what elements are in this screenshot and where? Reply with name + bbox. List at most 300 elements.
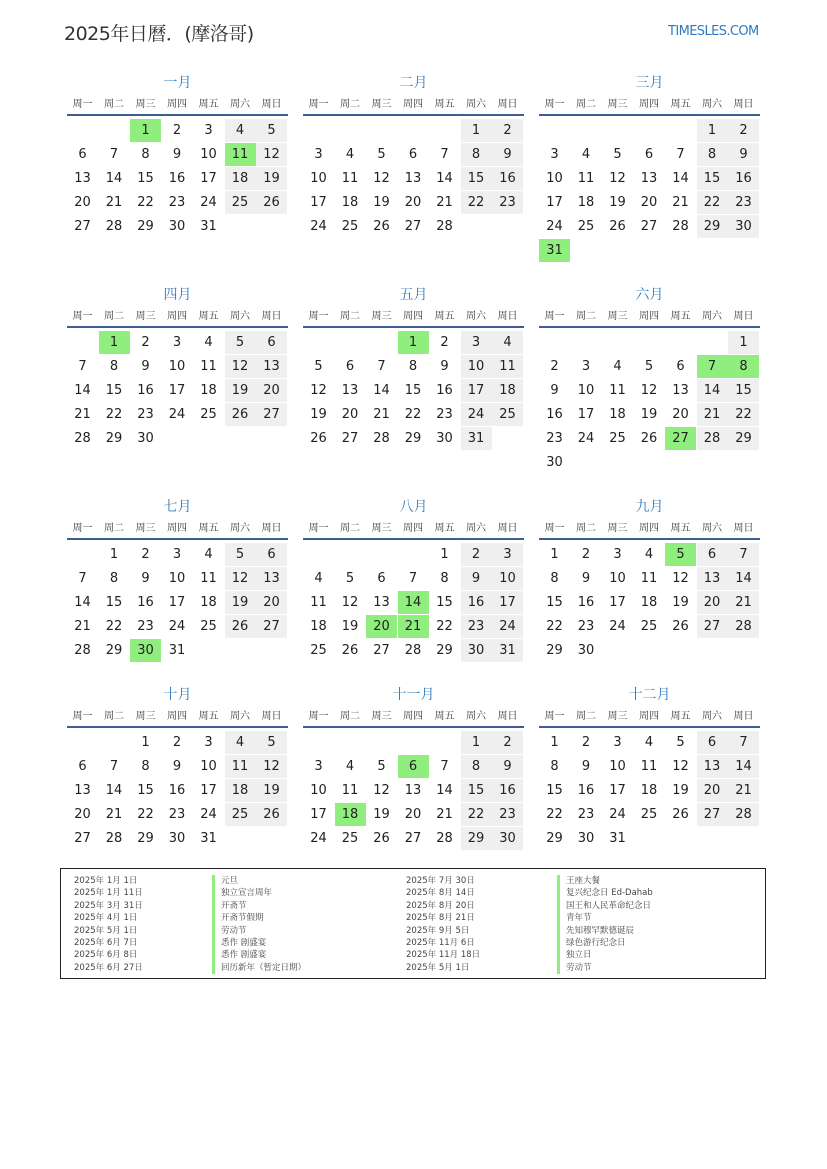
day-cell[interactable]: 1 [550,735,559,750]
day-cell[interactable]: 28 [105,219,123,234]
day-cell[interactable]: 28 [105,831,123,846]
day-cell[interactable]: 7 [440,759,449,774]
day-cell[interactable]: 2 [492,731,523,754]
day-cell[interactable]: 19 [640,407,658,422]
day-cell[interactable]: 12 [609,171,626,186]
day-cell[interactable]: 19 [225,591,256,614]
day-cell[interactable]: 22 [105,407,123,422]
day-cell[interactable]: 22 [546,619,563,634]
day-cell[interactable]: 8 [728,355,759,378]
day-cell[interactable]: 27 [256,615,287,638]
day-cell[interactable]: 10 [310,783,327,798]
day-cell[interactable]: 21 [373,407,390,422]
day-cell[interactable]: 26 [373,219,390,234]
day-cell[interactable]: 9 [141,359,150,374]
day-cell[interactable]: 26 [672,619,689,634]
day-cell[interactable]: 2 [461,543,492,566]
day-cell[interactable]: 30 [130,639,161,662]
day-cell[interactable]: 19 [373,195,390,210]
day-cell[interactable]: 6 [377,571,386,586]
day-cell[interactable]: 30 [492,827,523,850]
day-cell[interactable]: 15 [461,167,492,190]
day-cell[interactable]: 29 [546,643,563,658]
day-cell[interactable]: 4 [644,547,654,562]
day-cell[interactable]: 12 [341,595,359,610]
day-cell[interactable]: 31 [200,831,217,846]
day-cell[interactable]: 4 [225,119,256,142]
day-cell[interactable]: 11 [492,355,523,378]
day-cell[interactable]: 14 [74,383,91,398]
day-cell[interactable]: 5 [345,571,355,586]
day-cell[interactable]: 18 [200,595,217,610]
day-cell[interactable]: 15 [728,379,759,402]
day-cell[interactable]: 21 [436,807,453,822]
day-cell[interactable]: 29 [697,215,728,238]
day-cell[interactable]: 21 [105,807,123,822]
day-cell[interactable]: 29 [105,643,123,658]
day-cell[interactable]: 25 [492,403,523,426]
day-cell[interactable]: 27 [373,643,390,658]
day-cell[interactable]: 15 [697,167,728,190]
day-cell[interactable]: 6 [676,359,685,374]
day-cell[interactable]: 1 [398,331,429,354]
day-cell[interactable]: 4 [581,147,591,162]
day-cell[interactable]: 28 [672,219,689,234]
day-cell[interactable]: 7 [78,571,87,586]
day-cell[interactable]: 6 [345,359,355,374]
day-cell[interactable]: 17 [609,783,626,798]
day-cell[interactable]: 20 [404,195,422,210]
day-cell[interactable]: 25 [225,803,256,826]
day-cell[interactable]: 1 [461,731,492,754]
day-cell[interactable]: 4 [204,335,213,350]
day-cell[interactable]: 13 [404,171,422,186]
day-cell[interactable]: 24 [461,403,492,426]
day-cell[interactable]: 17 [200,171,217,186]
day-cell[interactable]: 4 [314,571,323,586]
day-cell[interactable]: 25 [640,807,658,822]
day-cell[interactable]: 23 [168,195,186,210]
day-cell[interactable]: 18 [225,167,256,190]
day-cell[interactable]: 7 [440,147,449,162]
day-cell[interactable]: 16 [728,167,759,190]
day-cell[interactable]: 13 [256,567,287,590]
day-cell[interactable]: 5 [314,359,323,374]
day-cell[interactable]: 1 [728,331,759,354]
day-cell[interactable]: 17 [609,595,626,610]
day-cell[interactable]: 17 [577,407,595,422]
day-cell[interactable]: 2 [581,735,591,750]
day-cell[interactable]: 16 [137,595,154,610]
day-cell[interactable]: 5 [613,147,622,162]
day-cell[interactable]: 23 [546,431,563,446]
day-cell[interactable]: 2 [172,123,182,138]
day-cell[interactable]: 16 [546,407,563,422]
day-cell[interactable]: 21 [728,591,759,614]
day-cell[interactable]: 17 [200,783,217,798]
day-cell[interactable]: 23 [577,807,595,822]
day-cell[interactable]: 12 [672,759,689,774]
day-cell[interactable]: 19 [310,407,327,422]
day-cell[interactable]: 13 [640,171,658,186]
day-cell[interactable]: 18 [200,383,217,398]
day-cell[interactable]: 15 [105,383,123,398]
day-cell[interactable]: 18 [335,803,366,826]
day-cell[interactable]: 9 [492,143,523,166]
day-cell[interactable]: 23 [168,807,186,822]
day-cell[interactable]: 14 [436,783,453,798]
day-cell[interactable]: 29 [461,827,492,850]
day-cell[interactable]: 1 [550,547,559,562]
day-cell[interactable]: 2 [141,547,150,562]
day-cell[interactable]: 30 [577,831,595,846]
day-cell[interactable]: 11 [200,571,217,586]
day-cell[interactable]: 13 [74,171,91,186]
day-cell[interactable]: 26 [310,431,327,446]
day-cell[interactable]: 26 [640,431,658,446]
day-cell[interactable]: 13 [256,355,287,378]
day-cell[interactable]: 20 [74,195,91,210]
day-cell[interactable]: 20 [256,591,287,614]
day-cell[interactable]: 16 [461,591,492,614]
day-cell[interactable]: 14 [728,567,759,590]
day-cell[interactable]: 8 [109,571,119,586]
day-cell[interactable]: 17 [310,195,327,210]
day-cell[interactable]: 7 [377,359,386,374]
day-cell[interactable]: 23 [577,619,595,634]
day-cell[interactable]: 25 [341,831,359,846]
day-cell[interactable]: 26 [373,831,390,846]
day-cell[interactable]: 16 [137,383,154,398]
day-cell[interactable]: 31 [609,831,626,846]
day-cell[interactable]: 4 [613,359,622,374]
day-cell[interactable]: 20 [672,407,689,422]
day-cell[interactable]: 23 [137,407,154,422]
day-cell[interactable]: 22 [697,191,728,214]
day-cell[interactable]: 9 [141,571,150,586]
day-cell[interactable]: 10 [168,359,186,374]
day-cell[interactable]: 28 [74,431,91,446]
day-cell[interactable]: 29 [105,431,123,446]
day-cell[interactable]: 28 [728,803,759,826]
day-cell[interactable]: 15 [105,595,123,610]
day-cell[interactable]: 12 [373,171,390,186]
day-cell[interactable]: 30 [546,455,563,470]
day-cell[interactable]: 9 [550,383,559,398]
day-cell[interactable]: 16 [168,783,186,798]
day-cell[interactable]: 8 [141,147,150,162]
day-cell[interactable]: 31 [492,639,523,662]
day-cell[interactable]: 13 [404,783,422,798]
day-cell[interactable]: 14 [74,595,91,610]
day-cell[interactable]: 24 [200,807,217,822]
day-cell[interactable]: 9 [172,147,182,162]
day-cell[interactable]: 29 [436,643,453,658]
day-cell[interactable]: 8 [697,143,728,166]
day-cell[interactable]: 3 [492,543,523,566]
day-cell[interactable]: 28 [436,219,453,234]
day-cell[interactable]: 15 [546,783,563,798]
day-cell[interactable]: 30 [436,431,453,446]
day-cell[interactable]: 20 [256,379,287,402]
day-cell[interactable]: 2 [141,335,150,350]
day-cell[interactable]: 25 [200,619,217,634]
day-cell[interactable]: 6 [408,147,418,162]
day-cell[interactable]: 11 [310,595,327,610]
day-cell[interactable]: 31 [539,239,570,262]
day-cell[interactable]: 23 [436,407,453,422]
day-cell[interactable]: 7 [109,147,119,162]
day-cell[interactable]: 7 [109,759,119,774]
day-cell[interactable]: 12 [373,783,390,798]
day-cell[interactable]: 26 [256,803,287,826]
day-cell[interactable]: 26 [672,807,689,822]
day-cell[interactable]: 8 [408,359,418,374]
day-cell[interactable]: 21 [672,195,689,210]
day-cell[interactable]: 20 [74,807,91,822]
day-cell[interactable]: 1 [99,331,130,354]
day-cell[interactable]: 3 [172,335,182,350]
day-cell[interactable]: 21 [74,619,91,634]
day-cell[interactable]: 2 [550,359,559,374]
day-cell[interactable]: 21 [398,615,429,638]
day-cell[interactable]: 22 [728,403,759,426]
day-cell[interactable]: 18 [341,195,359,210]
day-cell[interactable]: 13 [341,383,359,398]
day-cell[interactable]: 10 [577,383,595,398]
day-cell[interactable]: 5 [377,147,386,162]
day-cell[interactable]: 13 [697,755,728,778]
day-cell[interactable]: 22 [461,191,492,214]
day-cell[interactable]: 10 [546,171,563,186]
day-cell[interactable]: 27 [697,803,728,826]
day-cell[interactable]: 10 [200,759,217,774]
day-cell[interactable]: 2 [492,119,523,142]
day-cell[interactable]: 15 [137,783,154,798]
day-cell[interactable]: 2 [728,119,759,142]
day-cell[interactable]: 25 [225,191,256,214]
day-cell[interactable]: 14 [398,591,429,614]
day-cell[interactable]: 3 [461,331,492,354]
day-cell[interactable]: 19 [609,195,626,210]
day-cell[interactable]: 11 [609,383,626,398]
day-cell[interactable]: 17 [461,379,492,402]
day-cell[interactable]: 30 [137,431,154,446]
day-cell[interactable]: 11 [200,359,217,374]
day-cell[interactable]: 28 [373,431,390,446]
day-cell[interactable]: 29 [546,831,563,846]
day-cell[interactable]: 29 [137,219,154,234]
day-cell[interactable]: 6 [644,147,654,162]
day-cell[interactable]: 30 [168,831,186,846]
day-cell[interactable]: 1 [440,547,449,562]
day-cell[interactable]: 5 [377,759,386,774]
day-cell[interactable]: 28 [74,643,91,658]
day-cell[interactable]: 20 [640,195,658,210]
day-cell[interactable]: 3 [613,735,622,750]
day-cell[interactable]: 6 [78,147,87,162]
day-cell[interactable]: 21 [728,779,759,802]
day-cell[interactable]: 9 [440,359,449,374]
day-cell[interactable]: 18 [609,407,626,422]
day-cell[interactable]: 2 [172,735,182,750]
day-cell[interactable]: 10 [492,567,523,590]
day-cell[interactable]: 19 [672,783,689,798]
day-cell[interactable]: 25 [200,407,217,422]
day-cell[interactable]: 23 [492,191,523,214]
day-cell[interactable]: 6 [697,543,728,566]
day-cell[interactable]: 10 [168,571,186,586]
day-cell[interactable]: 22 [436,619,453,634]
day-cell[interactable]: 15 [404,383,422,398]
day-cell[interactable]: 4 [204,547,213,562]
day-cell[interactable]: 20 [404,807,422,822]
day-cell[interactable]: 11 [341,171,359,186]
day-cell[interactable]: 26 [225,403,256,426]
day-cell[interactable]: 24 [310,219,327,234]
day-cell[interactable]: 30 [168,219,186,234]
day-cell[interactable]: 18 [640,595,658,610]
day-cell[interactable]: 19 [256,779,287,802]
day-cell[interactable]: 28 [728,615,759,638]
day-cell[interactable]: 3 [172,547,182,562]
day-cell[interactable]: 10 [200,147,217,162]
day-cell[interactable]: 11 [341,783,359,798]
day-cell[interactable]: 24 [200,195,217,210]
day-cell[interactable]: 16 [168,171,186,186]
day-cell[interactable]: 23 [461,615,492,638]
day-cell[interactable]: 8 [109,359,119,374]
day-cell[interactable]: 13 [672,383,689,398]
day-cell[interactable]: 13 [74,783,91,798]
day-cell[interactable]: 29 [404,431,422,446]
day-cell[interactable]: 19 [373,807,390,822]
day-cell[interactable]: 27 [665,427,696,450]
day-cell[interactable]: 17 [546,195,563,210]
day-cell[interactable]: 16 [492,167,523,190]
day-cell[interactable]: 1 [130,119,161,142]
day-cell[interactable]: 5 [256,731,287,754]
day-cell[interactable]: 22 [137,807,154,822]
day-cell[interactable]: 5 [644,359,654,374]
day-cell[interactable]: 30 [728,215,759,238]
day-cell[interactable]: 8 [141,759,150,774]
day-cell[interactable]: 25 [640,619,658,634]
day-cell[interactable]: 28 [697,427,728,450]
day-cell[interactable]: 12 [225,567,256,590]
day-cell[interactable]: 5 [225,331,256,354]
day-cell[interactable]: 16 [492,779,523,802]
day-cell[interactable]: 21 [74,407,91,422]
day-cell[interactable]: 2 [581,547,591,562]
day-cell[interactable]: 27 [404,219,422,234]
day-cell[interactable]: 7 [78,359,87,374]
day-cell[interactable]: 10 [609,571,626,586]
day-cell[interactable]: 22 [404,407,422,422]
day-cell[interactable]: 21 [697,403,728,426]
day-cell[interactable]: 22 [105,619,123,634]
day-cell[interactable]: 15 [546,595,563,610]
day-cell[interactable]: 4 [644,735,654,750]
day-cell[interactable]: 9 [581,759,591,774]
day-cell[interactable]: 28 [436,831,453,846]
day-cell[interactable]: 18 [310,619,327,634]
day-cell[interactable]: 7 [728,731,759,754]
day-cell[interactable]: 1 [109,547,119,562]
day-cell[interactable]: 7 [728,543,759,566]
day-cell[interactable]: 29 [137,831,154,846]
day-cell[interactable]: 1 [697,119,728,142]
day-cell[interactable]: 4 [345,147,355,162]
day-cell[interactable]: 27 [640,219,658,234]
day-cell[interactable]: 18 [577,195,595,210]
day-cell[interactable]: 25 [609,431,626,446]
day-cell[interactable]: 6 [697,731,728,754]
day-cell[interactable]: 25 [310,643,327,658]
day-cell[interactable]: 26 [609,219,626,234]
day-cell[interactable]: 27 [256,403,287,426]
day-cell[interactable]: 27 [697,615,728,638]
day-cell[interactable]: 18 [492,379,523,402]
day-cell[interactable]: 12 [256,143,287,166]
day-cell[interactable]: 14 [436,171,453,186]
day-cell[interactable]: 16 [577,783,595,798]
day-cell[interactable]: 4 [345,759,355,774]
day-cell[interactable]: 8 [461,143,492,166]
day-cell[interactable]: 26 [225,615,256,638]
day-cell[interactable]: 17 [492,591,523,614]
day-cell[interactable]: 14 [373,383,390,398]
day-cell[interactable]: 7 [697,355,728,378]
day-cell[interactable]: 24 [609,619,626,634]
day-cell[interactable]: 5 [665,543,696,566]
day-cell[interactable]: 18 [225,779,256,802]
day-cell[interactable]: 3 [581,359,591,374]
day-cell[interactable]: 22 [546,807,563,822]
day-cell[interactable]: 13 [373,595,390,610]
day-cell[interactable]: 3 [204,123,213,138]
day-cell[interactable]: 1 [461,119,492,142]
day-cell[interactable]: 29 [728,427,759,450]
day-cell[interactable]: 10 [609,759,626,774]
day-cell[interactable]: 13 [697,567,728,590]
day-cell[interactable]: 20 [697,591,728,614]
day-cell[interactable]: 24 [577,431,595,446]
day-cell[interactable]: 9 [728,143,759,166]
day-cell[interactable]: 25 [577,219,595,234]
day-cell[interactable]: 20 [366,615,397,638]
day-cell[interactable]: 11 [225,143,256,166]
day-cell[interactable]: 30 [577,643,595,658]
day-cell[interactable]: 3 [204,735,213,750]
day-cell[interactable]: 11 [640,571,658,586]
day-cell[interactable]: 7 [408,571,418,586]
day-cell[interactable]: 24 [168,407,186,422]
day-cell[interactable]: 20 [697,779,728,802]
day-cell[interactable]: 9 [581,571,591,586]
day-cell[interactable]: 24 [546,219,563,234]
day-cell[interactable]: 4 [225,731,256,754]
day-cell[interactable]: 20 [341,407,359,422]
day-cell[interactable]: 18 [640,783,658,798]
day-cell[interactable]: 27 [341,431,359,446]
day-cell[interactable]: 2 [440,335,449,350]
day-cell[interactable]: 26 [256,191,287,214]
day-cell[interactable]: 31 [200,219,217,234]
day-cell[interactable]: 3 [314,147,323,162]
day-cell[interactable]: 6 [256,331,287,354]
day-cell[interactable]: 8 [461,755,492,778]
